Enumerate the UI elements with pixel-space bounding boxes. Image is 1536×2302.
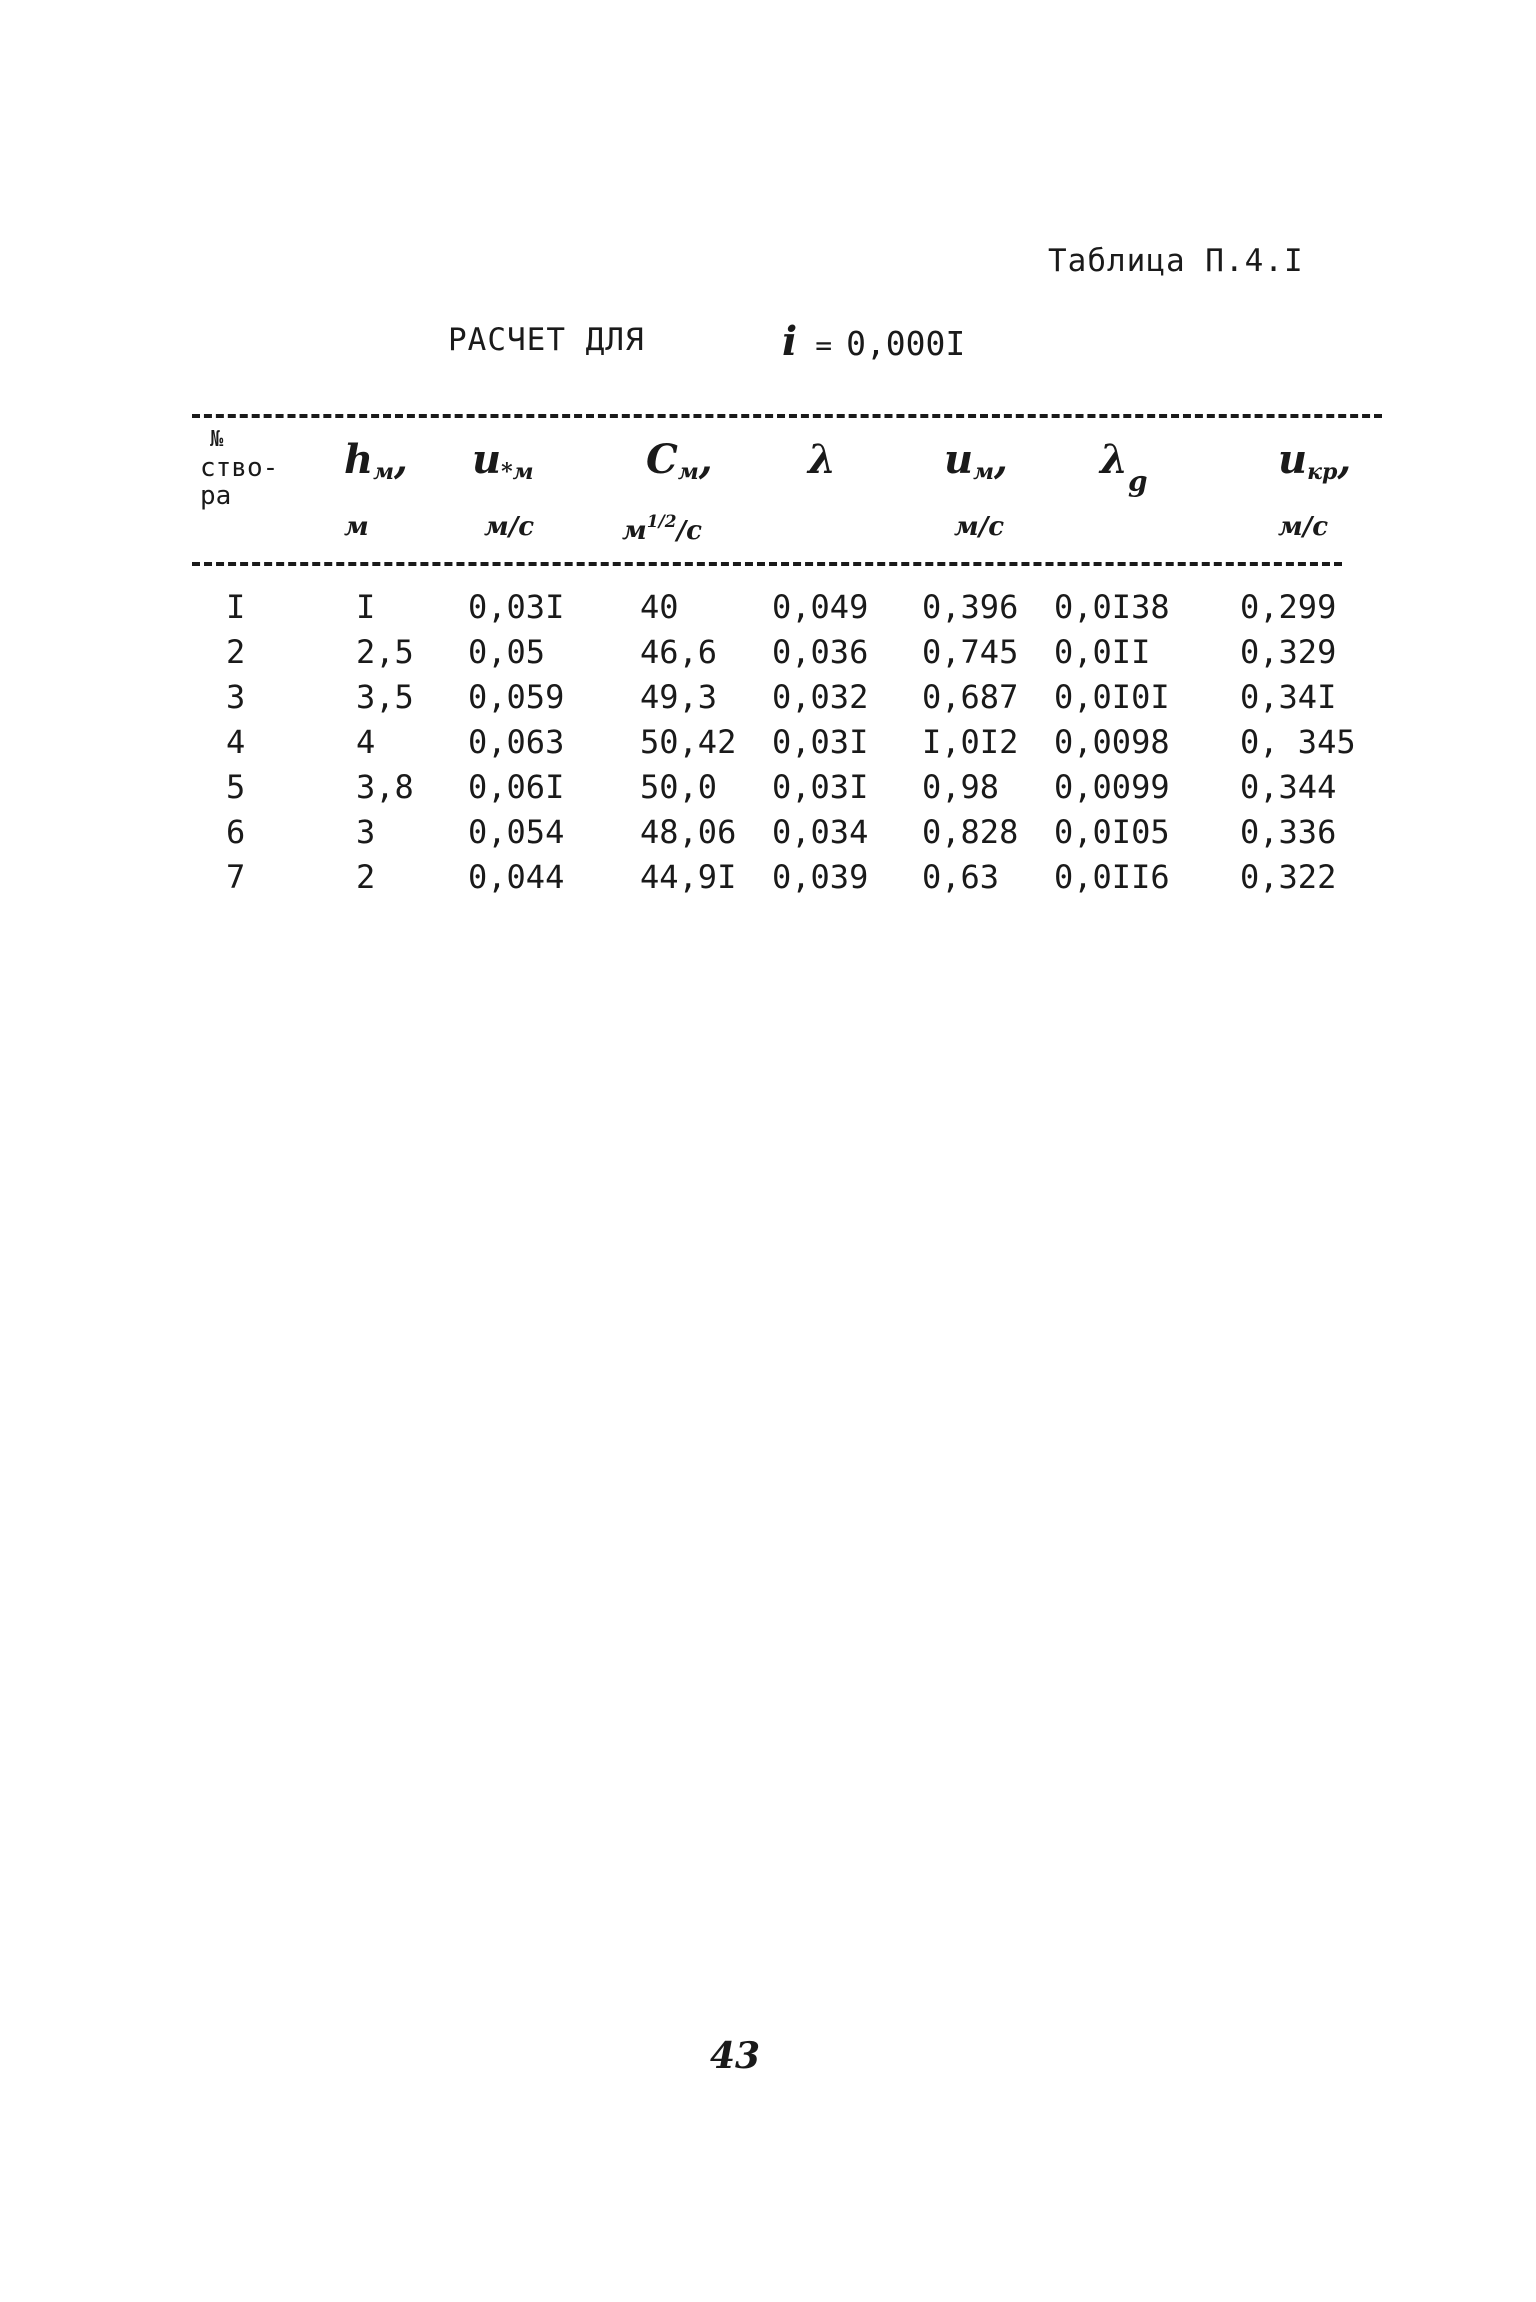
slope-symbol: i [782,318,798,365]
header-lambda-g [1100,436,1148,498]
header-lambda-g-symbol: λ [1100,436,1129,483]
cell-lambda-g: 0,0099 [1054,768,1170,806]
header-section-number [200,426,278,510]
header-ustar [472,436,534,485]
table-row [0,678,1536,723]
table-row [0,588,1536,633]
slope-formula [782,318,965,365]
header-number-line2: ство- [200,453,279,483]
header-um-symbol: u [944,436,974,483]
header-depth-unit: м [344,512,369,542]
table-row [0,858,1536,903]
header-chezy-suffix: , [698,436,713,483]
cell-um: I,0I2 [922,723,1019,761]
header-lambda-g-sub: g [1128,465,1148,498]
header-chezy-unit [622,512,702,546]
header-ustar-sub: *м [501,459,534,485]
header-depth-suffix: , [394,436,408,483]
cell-lambda: 0,03I [772,768,869,806]
cell-ustar: 0,03I [468,588,565,626]
cell-um: 0,98 [922,768,1000,806]
cell-lambda-g: 0,0I38 [1054,588,1170,626]
header-ukr-suffix: , [1337,436,1352,483]
cell-ukr: 0,329 [1240,633,1337,671]
cell-lambda: 0,049 [772,588,869,626]
cell-section: 2 [226,633,246,671]
table-row [0,633,1536,678]
header-um-unit: м/с [954,512,1005,542]
header-lambda-symbol: λ [808,436,837,483]
cell-chezy: 40 [640,588,679,626]
cell-ustar: 0,06I [468,768,565,806]
header-um-suffix: , [994,436,1008,483]
cell-um: 0,828 [922,813,1019,851]
cell-ukr: 0, 345 [1240,723,1356,761]
cell-um: 0,63 [922,858,1000,896]
page-number: 43 [710,2035,761,2077]
cell-section: 3 [226,678,246,716]
cell-lambda: 0,034 [772,813,869,851]
cell-ukr: 0,299 [1240,588,1337,626]
table-top-rule [192,414,1382,418]
header-ukr-sub: кр [1307,459,1338,485]
header-chezy-sub: м [677,459,699,485]
header-chezy [646,436,713,485]
cell-chezy: 46,6 [640,633,718,671]
cell-ukr: 0,34I [1240,678,1337,716]
slope-equals: = [815,329,833,362]
header-um [944,436,1008,485]
cell-um: 0,396 [922,588,1019,626]
cell-lambda-g: 0,0II6 [1054,858,1170,896]
header-ustar-unit: м/с [484,512,535,542]
header-chezy-unit-base: м [622,516,647,546]
cell-ustar: 0,063 [468,723,565,761]
cell-lambda: 0,03I [772,723,869,761]
cell-depth: 4 [356,723,376,761]
cell-section: 7 [226,858,246,896]
cell-ustar: 0,05 [468,633,546,671]
header-chezy-unit-exp: 1/2 [646,512,677,532]
cell-chezy: 49,3 [640,678,718,716]
cell-depth: 3,8 [356,768,414,806]
header-lambda [808,436,836,483]
cell-um: 0,687 [922,678,1019,716]
cell-ustar: 0,044 [468,858,565,896]
cell-depth: 3 [356,813,376,851]
cell-lambda-g: 0,0II [1054,633,1151,671]
cell-ukr: 0,336 [1240,813,1337,851]
header-ukr [1278,436,1351,485]
cell-um: 0,745 [922,633,1019,671]
cell-chezy: 48,06 [640,813,737,851]
cell-chezy: 50,42 [640,723,737,761]
header-chezy-unit-tail: /с [676,516,702,546]
cell-lambda-g: 0,0I0I [1054,678,1170,716]
cell-lambda-g: 0,0098 [1054,723,1170,761]
header-chezy-symbol: C [646,436,678,483]
header-ukr-symbol: u [1278,436,1308,483]
header-depth-symbol: h [344,436,374,483]
header-number-line3: ра [200,481,232,511]
cell-section: 6 [226,813,246,851]
header-um-sub: м [973,459,995,485]
cell-ukr: 0,344 [1240,768,1337,806]
cell-section: I [226,588,246,626]
cell-depth: 2 [356,858,376,896]
header-number-sign: № [210,427,224,452]
cell-depth: 2,5 [356,633,414,671]
table-row [0,813,1536,858]
cell-lambda: 0,032 [772,678,869,716]
cell-depth: I [356,588,376,626]
table-caption: Таблица П.4.I [1048,243,1304,279]
cell-section: 4 [226,723,246,761]
cell-ustar: 0,059 [468,678,565,716]
cell-chezy: 44,9I [640,858,737,896]
header-ukr-unit: м/с [1278,512,1329,542]
cell-lambda-g: 0,0I05 [1054,813,1170,851]
cell-lambda: 0,039 [772,858,869,896]
header-depth-sub: м [373,459,395,485]
cell-section: 5 [226,768,246,806]
slope-value: 0,000I [846,324,966,363]
table-row [0,768,1536,813]
cell-chezy: 50,0 [640,768,718,806]
header-ustar-symbol: u [472,436,502,483]
cell-ustar: 0,054 [468,813,565,851]
table-row [0,723,1536,768]
cell-lambda: 0,036 [772,633,869,671]
calculation-title: РАСЧЕТ ДЛЯ [448,322,645,358]
header-depth [344,436,408,485]
cell-ukr: 0,322 [1240,858,1337,896]
cell-depth: 3,5 [356,678,414,716]
table-header-rule [192,562,1342,566]
